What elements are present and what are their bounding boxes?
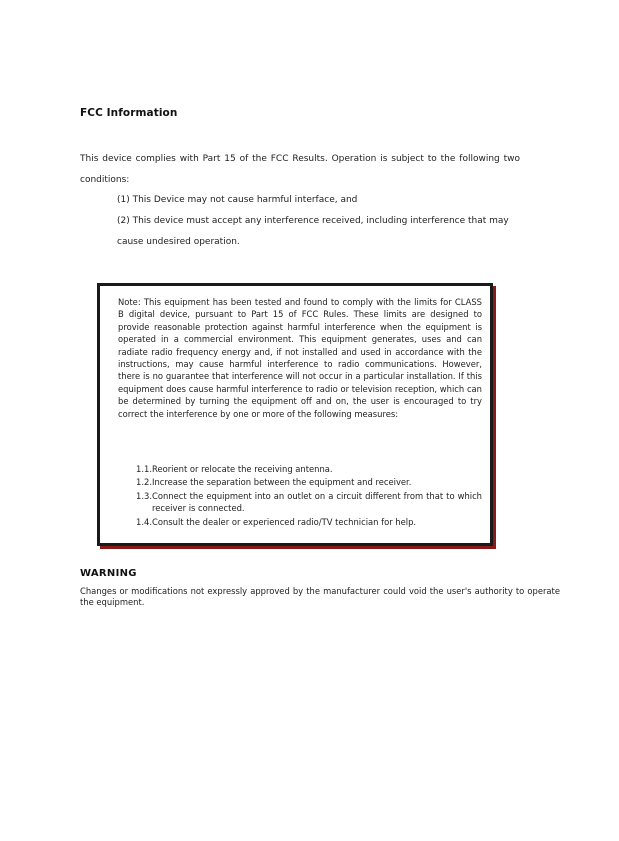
measure-text: Consult the dealer or experienced radio/TV technician for help. bbox=[152, 516, 417, 527]
measure-item bbox=[136, 516, 482, 528]
measure-text: Reorient or relocate the receiving antenna. bbox=[152, 464, 333, 474]
warning-text: Changes or modifications not expressly approved by the manufacturer could void the user's authority to operate the equipment. bbox=[80, 586, 560, 607]
measure-text: Increase the separation between the equipment and receiver. bbox=[152, 477, 412, 488]
measures-list bbox=[136, 463, 482, 529]
measure-number: 1.4. bbox=[136, 516, 152, 527]
condition-item: (2) This device must accept any interference received, including interference that may cause undesired operation. bbox=[117, 216, 509, 247]
measure-number: 1.1. bbox=[136, 464, 152, 474]
measure-item bbox=[136, 490, 482, 515]
condition-item: (1) This Device may not cause harmful interface, and bbox=[117, 195, 358, 205]
note-text: Note: This equipment has been tested and found to comply with the limits for CLASS B digital device, pursuant to Part 15 of FCC Rules. These limits are designed to provide reasonable protection against harmful interference when the equipment is operated in a commercial environment. This equipment generates, uses and can radiate radio frequency energy and, if not installed and used in accordance with the instructions, may cause harmful interference to radio communications. However, there is no guarantee that interference will not occur in a particular installation. If this equipment does cause harmful interference to radio or television reception, which can be determined by turning the equipment off and on, the user is encouraged to try correct the interference by one or more of the following measures: bbox=[118, 297, 482, 419]
note-box bbox=[97, 283, 493, 546]
fcc-intro: This device complies with Part 15 of the FCC Results. Operation is subject to the following two conditions: bbox=[80, 154, 520, 185]
conditions-list bbox=[117, 190, 522, 253]
measure-text: Connect the equipment into an outlet on a circuit different from that to which receiver is connected. bbox=[152, 490, 482, 514]
warning-heading: WARNING bbox=[80, 568, 137, 579]
measure-item bbox=[136, 476, 482, 488]
fcc-heading: FCC Information bbox=[80, 107, 178, 119]
measure-number: 1.2. bbox=[136, 477, 152, 488]
measure-number: 1.3. bbox=[136, 490, 152, 501]
measure-item bbox=[136, 463, 482, 475]
